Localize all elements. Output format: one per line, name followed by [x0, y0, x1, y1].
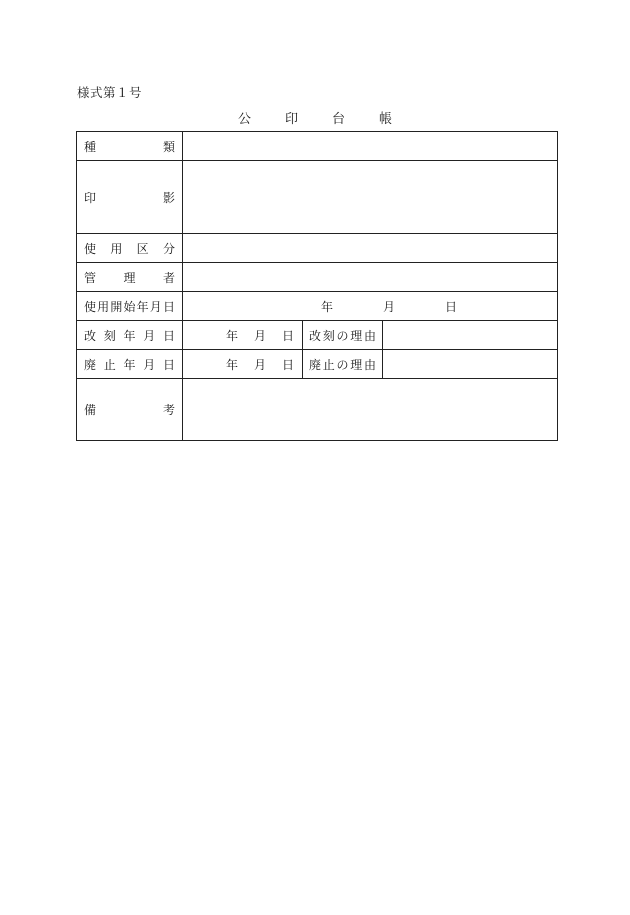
label-revision-date: 改 刻 年 月 日	[77, 321, 183, 350]
row-manager	[77, 263, 558, 292]
month-unit: 月	[382, 299, 395, 314]
manager-field[interactable]	[183, 263, 558, 292]
start-date-field[interactable]	[183, 292, 558, 321]
label-abolition-date: 廃 止 年 月 日	[77, 350, 183, 379]
day-unit: 日	[281, 357, 294, 372]
abolition-reason-field[interactable]	[383, 350, 558, 379]
day-unit: 日	[445, 299, 458, 314]
row-impression	[77, 161, 558, 234]
label-usage: 使 用 区 分	[77, 234, 183, 263]
usage-field[interactable]	[183, 234, 558, 263]
revision-date-field[interactable]	[183, 321, 303, 350]
day-unit: 日	[281, 328, 294, 343]
row-revision	[77, 321, 558, 350]
label-start-date: 使 用 開 始 年 月 日	[77, 292, 183, 321]
label-impression: 印 影	[77, 161, 183, 234]
remarks-field[interactable]	[183, 379, 558, 441]
type-field[interactable]	[183, 132, 558, 161]
document-title	[0, 108, 630, 127]
title-char: 台	[332, 112, 346, 127]
label-type: 種 類	[77, 132, 183, 161]
abolition-date-field[interactable]	[183, 350, 303, 379]
row-type	[77, 132, 558, 161]
month-unit: 月	[253, 328, 266, 343]
seal-ledger-table	[76, 131, 558, 441]
row-start-date	[77, 292, 558, 321]
year-unit: 年	[320, 299, 333, 314]
row-abolition	[77, 350, 558, 379]
label-manager: 管 理 者	[77, 263, 183, 292]
form-number: 様式第１号	[77, 85, 143, 100]
month-unit: 月	[253, 357, 266, 372]
label-revision-reason: 改 刻 の 理 由	[303, 321, 383, 350]
title-char: 印	[284, 112, 298, 127]
title-char: 帳	[379, 112, 393, 127]
revision-reason-field[interactable]	[383, 321, 558, 350]
impression-field[interactable]	[183, 161, 558, 234]
row-remarks	[77, 379, 558, 441]
label-remarks: 備 考	[77, 379, 183, 441]
year-unit: 年	[225, 328, 238, 343]
title-char: 公	[237, 112, 251, 127]
row-usage	[77, 234, 558, 263]
year-unit: 年	[225, 357, 238, 372]
label-abolition-reason: 廃 止 の 理 由	[303, 350, 383, 379]
